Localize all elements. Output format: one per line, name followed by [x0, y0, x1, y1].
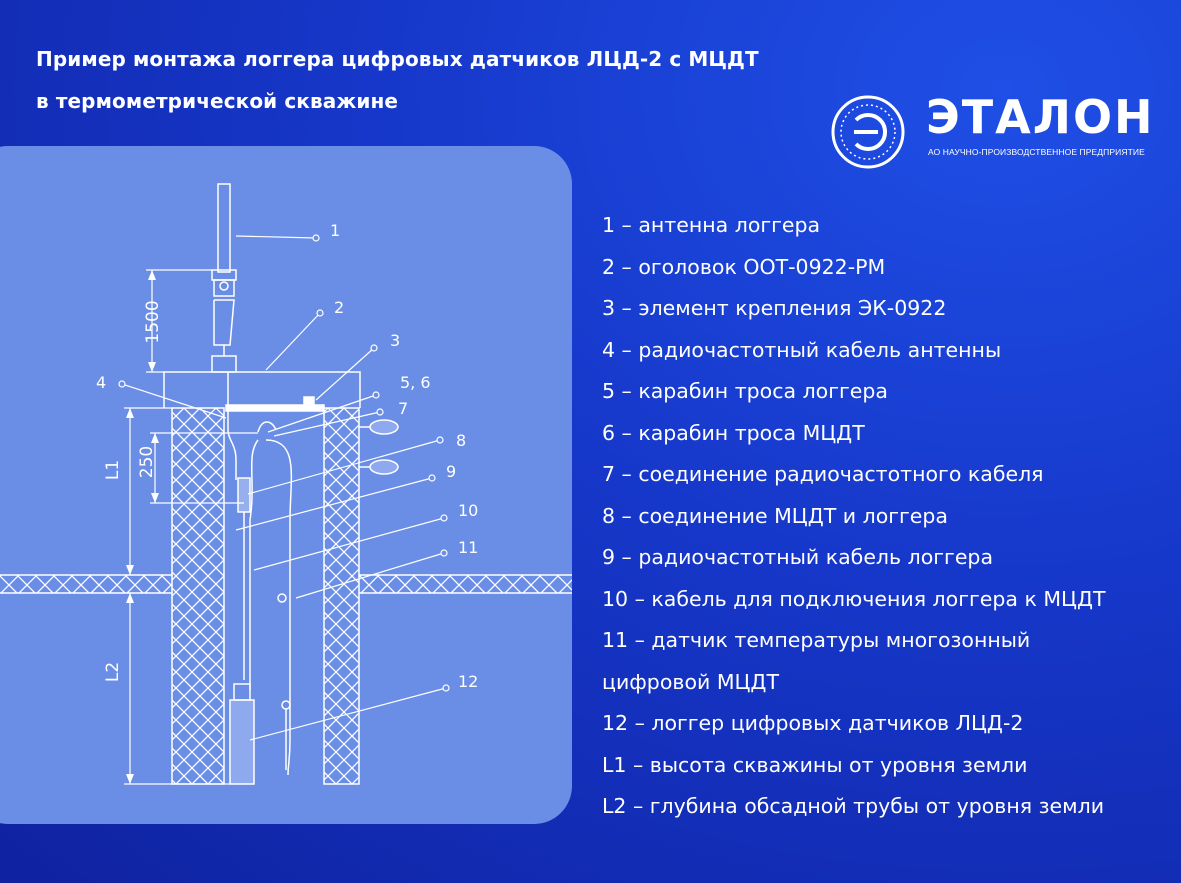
antenna [212, 184, 236, 372]
callout-3: 3 [390, 331, 401, 350]
callout-10: 10 [458, 501, 479, 520]
title-line-2: в термометрической скважине [36, 89, 399, 113]
dimension-arrows [126, 270, 159, 784]
callout-11: 11 [458, 538, 479, 557]
legend-item: L2 – глубина обсадной трубы от уровня земли [602, 794, 1105, 818]
legend-item: 4 – радиочастотный кабель антенны [602, 337, 1002, 362]
legend-item: 12 – логгер цифровых датчиков ЛЦД-2 [602, 711, 1024, 735]
legend-item: цифровой МЦДТ [602, 669, 779, 694]
logo-name: ЭТАЛОН [926, 90, 1155, 144]
legend-item: 11 – датчик температуры многозонный [602, 628, 1031, 652]
wellhead [164, 372, 360, 411]
callout-4: 4 [96, 373, 107, 392]
legend-item: 6 – карабин троса МЦДТ [602, 420, 865, 445]
leader-dots [119, 235, 449, 691]
legend-item: 9 – радиочастотный кабель логгера [602, 545, 994, 569]
callout-7: 7 [398, 399, 409, 418]
dimension-250: 250 [137, 445, 157, 479]
legend-item: L1 – высота скважины от уровня земли [602, 752, 1028, 777]
legend-item: 10 – кабель для подключения логгера к МЦДТ [602, 586, 1106, 611]
dimension-1500: 1500 [143, 300, 163, 344]
title-line-1: Пример монтажа логгера цифровых датчиков ЛЦД-2 с МЦДТ [36, 47, 759, 71]
legend-list [602, 205, 1172, 828]
casing-pipe [172, 408, 359, 784]
callout-12: 12 [458, 672, 479, 691]
logo-subtitle: АО НАУЧНО-ПРОИЗВОДСТВЕННОЕ ПРЕДПРИЯТИЕ [928, 147, 1145, 157]
dimension-l1: L1 [103, 459, 123, 481]
callout-2: 2 [334, 298, 345, 317]
legend-item: 3 – элемент крепления ЭК-0922 [602, 296, 947, 320]
legend-item: 2 – оголовок ООТ-0922-РМ [602, 254, 886, 279]
legend-item: 8 – соединение МЦДТ и логгера [602, 503, 948, 528]
callout-9: 9 [446, 462, 457, 481]
legend-item: 5 – карабин троса логгера [602, 379, 888, 403]
callout-8: 8 [456, 431, 467, 450]
dimension-l2: L2 [103, 661, 123, 683]
ground-level [0, 575, 572, 593]
callout-1: 1 [330, 221, 341, 240]
legend-item: 1 – антенна логгера [602, 213, 821, 237]
callout-5-6: 5, 6 [400, 373, 431, 392]
leader-lines [122, 236, 446, 740]
legend-item: 7 – соединение радиочастотного кабеля [602, 462, 1044, 486]
